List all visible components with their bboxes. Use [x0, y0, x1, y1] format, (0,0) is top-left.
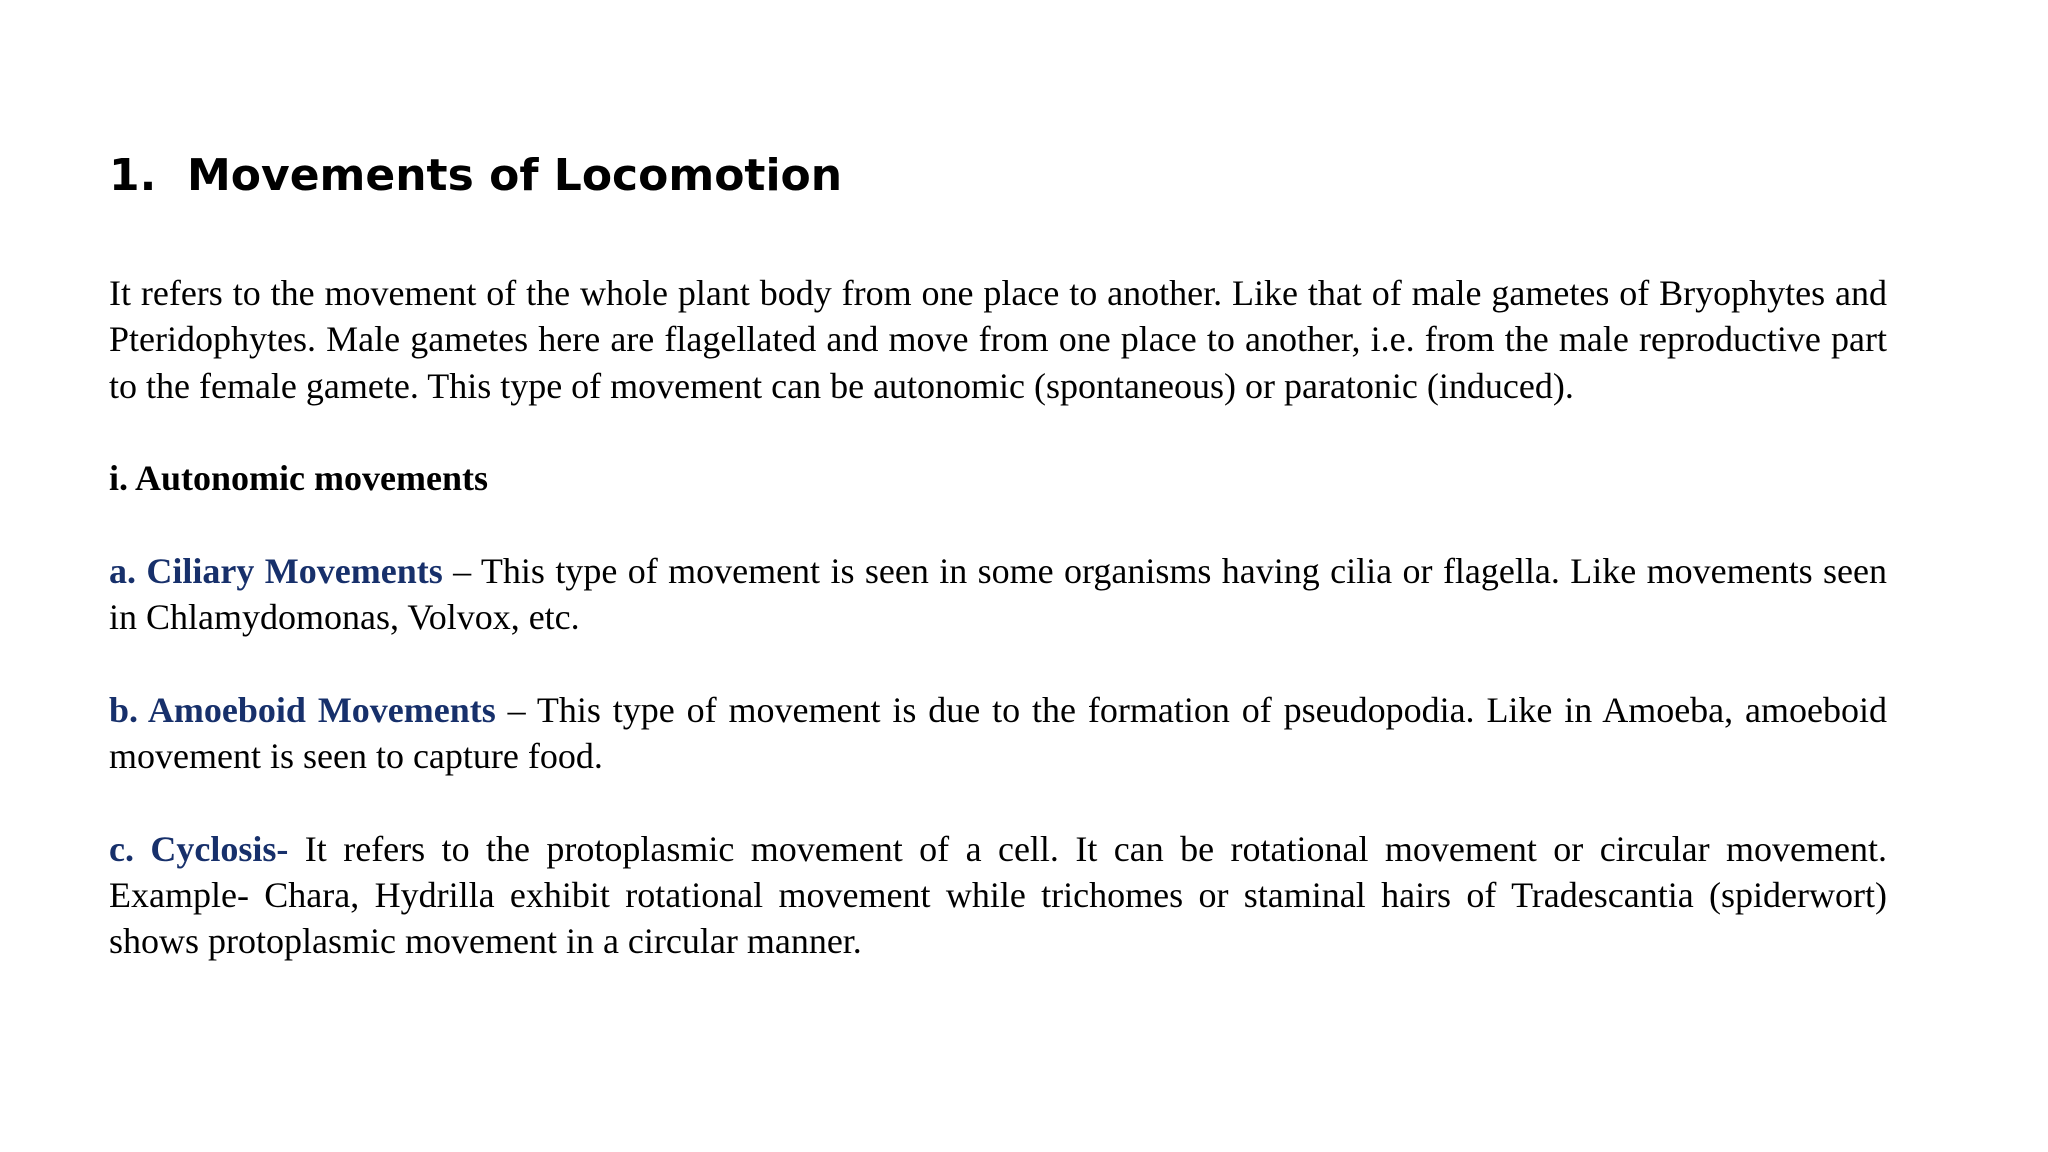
item-cyclosis-text: It refers to the protoplasmic movement of a cell. It can be rotational movement or circular movement. Example- Chara, Hydrilla exhibit rotational movement while trichomes or staminal hairs of Tradescantia (spiderwort) shows protoplasmic movement in a circular manner.: [109, 828, 1887, 962]
intro-paragraph: It refers to the movement of the whole plant body from one place to another. Like that of male gametes of Bryophytes and Pteridophytes. Male gametes here are flagellated and move from one place to another, i.e. from the male reproductive part to the female gamete. This type of movement can be autonomic (spontaneous) or paratonic (induced).: [109, 273, 1887, 406]
item-amoeboid-term: b. Amoeboid Movements: [109, 689, 496, 730]
item-amoeboid-text: – This type of movement is due to the formation of pseudopodia. Like in Amoeba, amoeboid movement is seen to capture food.: [109, 689, 1887, 776]
heading-title: Movements of Locomotion: [187, 150, 843, 201]
item-cyclosis-term: c. Cyclosis-: [109, 828, 289, 869]
item-ciliary-text: – This type of movement is seen in some organisms having cilia or flagella. Like movements seen in Chlamydomonas, Volvox, etc.: [109, 550, 1887, 638]
item-cyclosis: [109, 826, 1887, 965]
item-ciliary-term: a. Ciliary Movements: [109, 550, 443, 591]
page-title: [109, 148, 842, 204]
subheading-autonomic: i. Autonomic movements: [109, 458, 488, 499]
item-amoeboid: [109, 687, 1887, 780]
content-body: [109, 270, 1887, 964]
heading-number: 1.: [109, 150, 157, 201]
item-ciliary: [109, 548, 1887, 641]
